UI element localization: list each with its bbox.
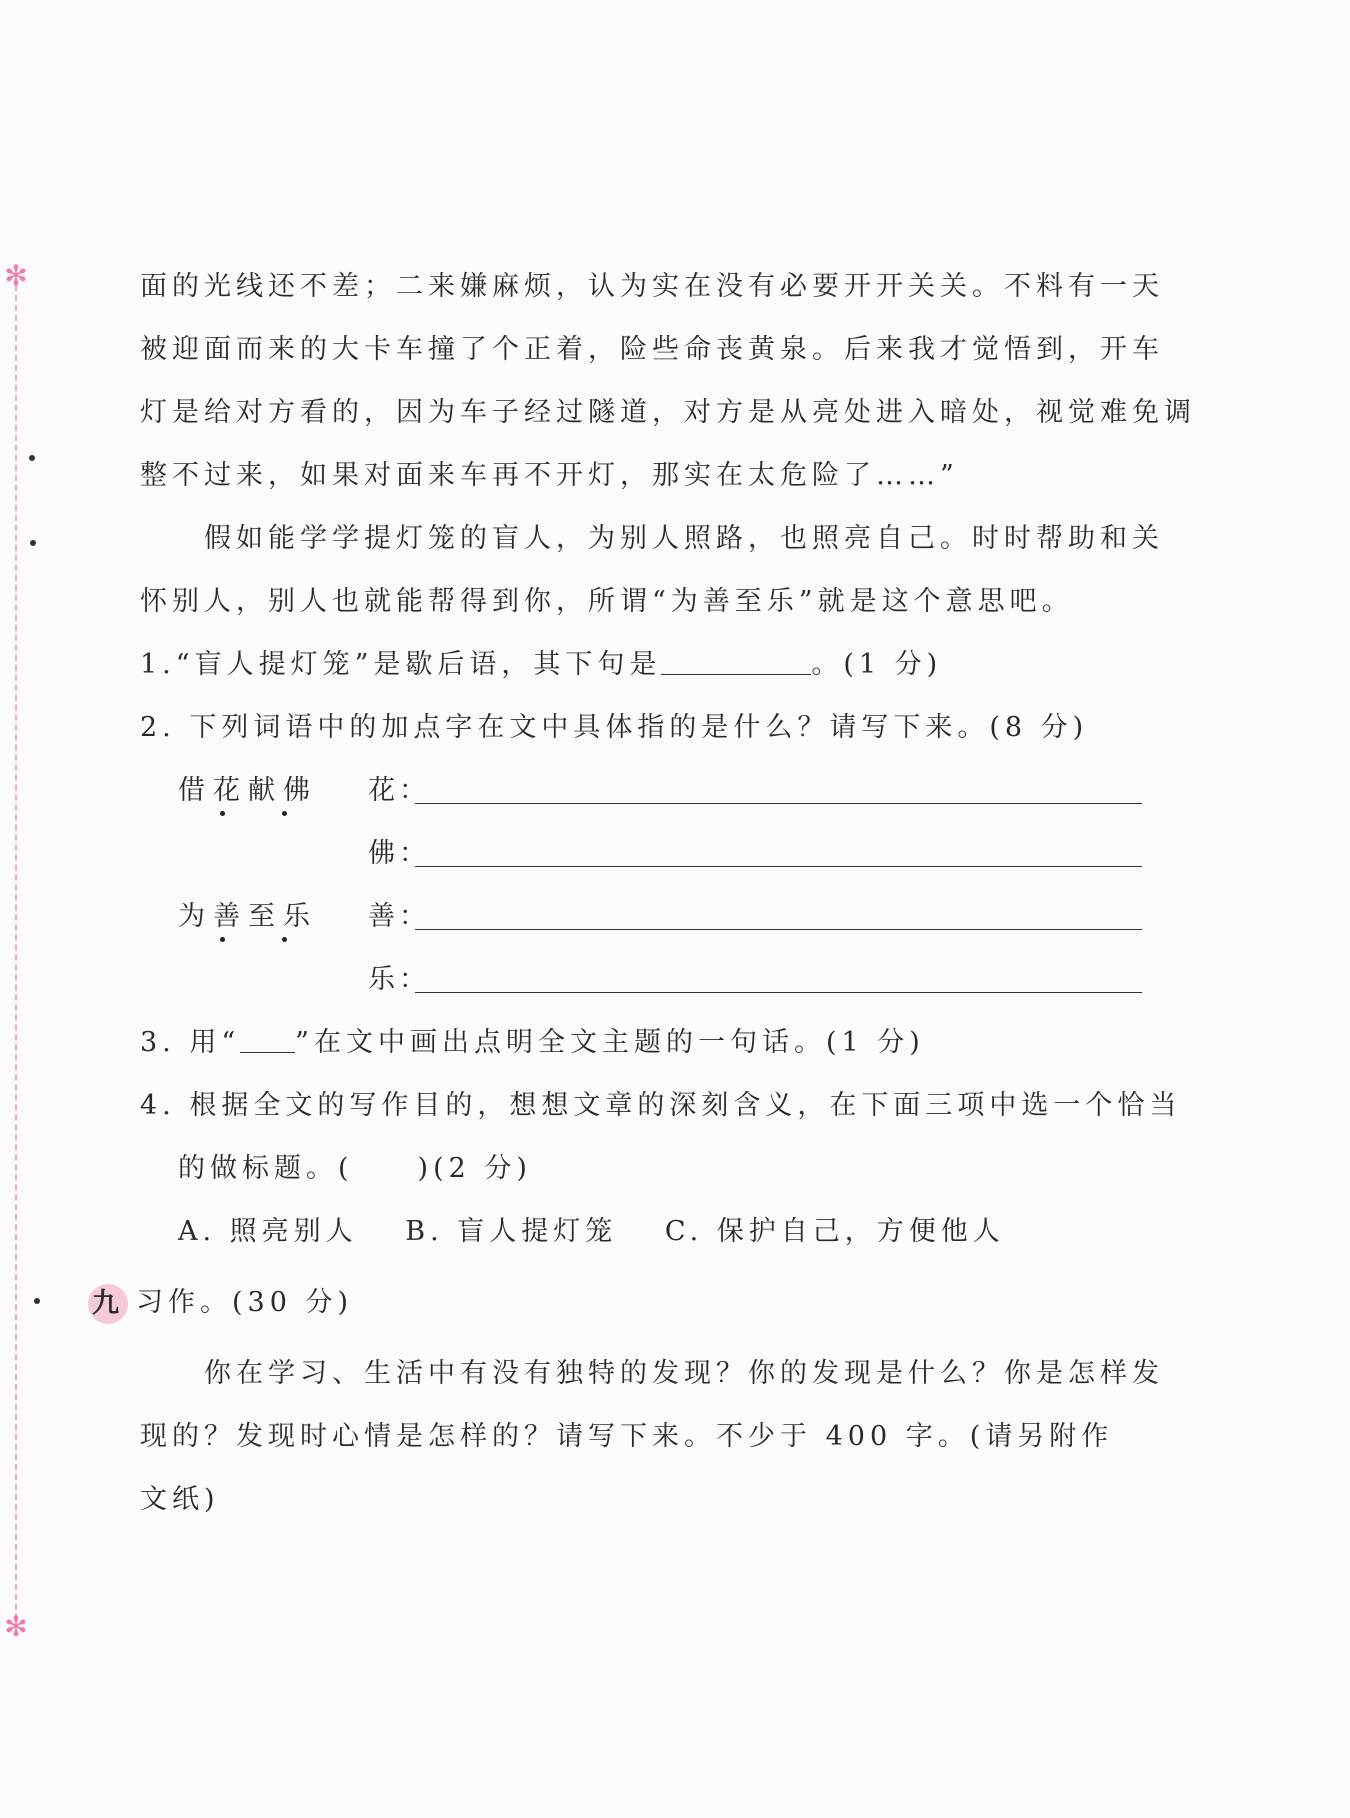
passage-line: 整不过来，如果对面来车再不开灯，那实在太危险了……” — [140, 460, 959, 491]
margin-dashed-line — [15, 285, 17, 1630]
answer-line[interactable] — [415, 803, 1142, 804]
margin-dot — [29, 455, 35, 461]
section-9-title: 习作。(30 分) — [136, 1287, 354, 1318]
section-9-heading — [92, 1271, 1140, 1334]
passage-line: 被迎面而来的大卡车撞了个正着，险些命丧黄泉。后来我才觉悟到，开车 — [140, 334, 1164, 365]
char-label: 花： — [368, 775, 430, 806]
worksheet-page — [92, 255, 1196, 1531]
question-1 — [140, 633, 1140, 696]
question-2: 2. 下列词语中的加点字在文中具体指的是什么？请写下来。(8 分) — [140, 712, 1089, 743]
asterisk-icon: ✻ — [4, 259, 28, 292]
prompt-line: 你在学习、生活中有没有独特的发现？你的发现是什么？你是怎样发 — [204, 1358, 1164, 1389]
margin-dot — [30, 540, 36, 546]
question-4-options — [140, 1200, 1140, 1263]
question-4 — [140, 1074, 1182, 1263]
char-label: 乐： — [368, 964, 430, 995]
idiom-term: 为善至乐 — [178, 901, 318, 932]
answer-blank[interactable] — [661, 644, 811, 675]
answer-line[interactable] — [415, 929, 1142, 930]
word-row — [140, 822, 1140, 885]
char-label: 善： — [368, 901, 430, 932]
option-a[interactable]: A. 照亮别人 — [178, 1216, 358, 1247]
passage-line: 面的光线还不差；二来嫌麻烦，认为实在没有必要开开关关。不料有一天 — [140, 271, 1164, 302]
section-number-badge: 九 — [88, 1284, 128, 1324]
section-9-prompt — [140, 1342, 1164, 1531]
answer-line[interactable] — [415, 992, 1142, 993]
word-row — [140, 759, 1140, 822]
char-label: 佛： — [368, 838, 430, 869]
asterisk-icon: ✻ — [4, 1610, 28, 1643]
question-1-text: 1.“盲人提灯笼”是歇后语，其下句是 — [140, 649, 662, 680]
question-1-score: 。(1 分) — [811, 649, 943, 680]
passage-paragraph-2 — [140, 507, 1164, 633]
emphasis-dot — [282, 937, 287, 942]
question-3-prefix: 3. 用“ — [140, 1027, 241, 1058]
passage-paragraph-1 — [140, 255, 1196, 507]
question-4-line: 4. 根据全文的写作目的，想想文章的深刻含义，在下面三项中选一个恰当 — [140, 1090, 1182, 1121]
word-row — [140, 885, 1140, 948]
question-3 — [140, 1011, 1140, 1074]
answer-line[interactable] — [415, 866, 1142, 867]
idiom-term: 借花献佛 — [178, 775, 318, 806]
option-b[interactable]: B. 盲人提灯笼 — [405, 1216, 618, 1247]
prompt-line: 文纸) — [140, 1484, 220, 1515]
margin-dot — [34, 1298, 40, 1304]
question-3-suffix: ”在文中画出点明全文主题的一句话。(1 分) — [295, 1027, 925, 1058]
underline-sample — [240, 1022, 295, 1053]
word-row — [140, 948, 1140, 1011]
prompt-line: 现的？发现时心情是怎样的？请写下来。不少于 400 字。(请另附作 — [140, 1421, 1114, 1452]
passage-line: 灯是给对方看的，因为车子经过隧道，对方是从亮处进入暗处，视觉难免调 — [140, 397, 1196, 428]
passage-line: 怀别人，别人也就能帮得到你，所谓“为善至乐”就是这个意思吧。 — [140, 586, 1074, 617]
emphasis-dot — [282, 811, 287, 816]
passage-line: 假如能学学提灯笼的盲人，为别人照路，也照亮自己。时时帮助和关 — [204, 523, 1164, 554]
question-4-line: 的做标题。( )(2 分) — [178, 1153, 532, 1184]
option-c[interactable]: C. 保护自己，方便他人 — [664, 1216, 1005, 1247]
emphasis-dot — [220, 937, 225, 942]
emphasis-dot — [220, 811, 225, 816]
